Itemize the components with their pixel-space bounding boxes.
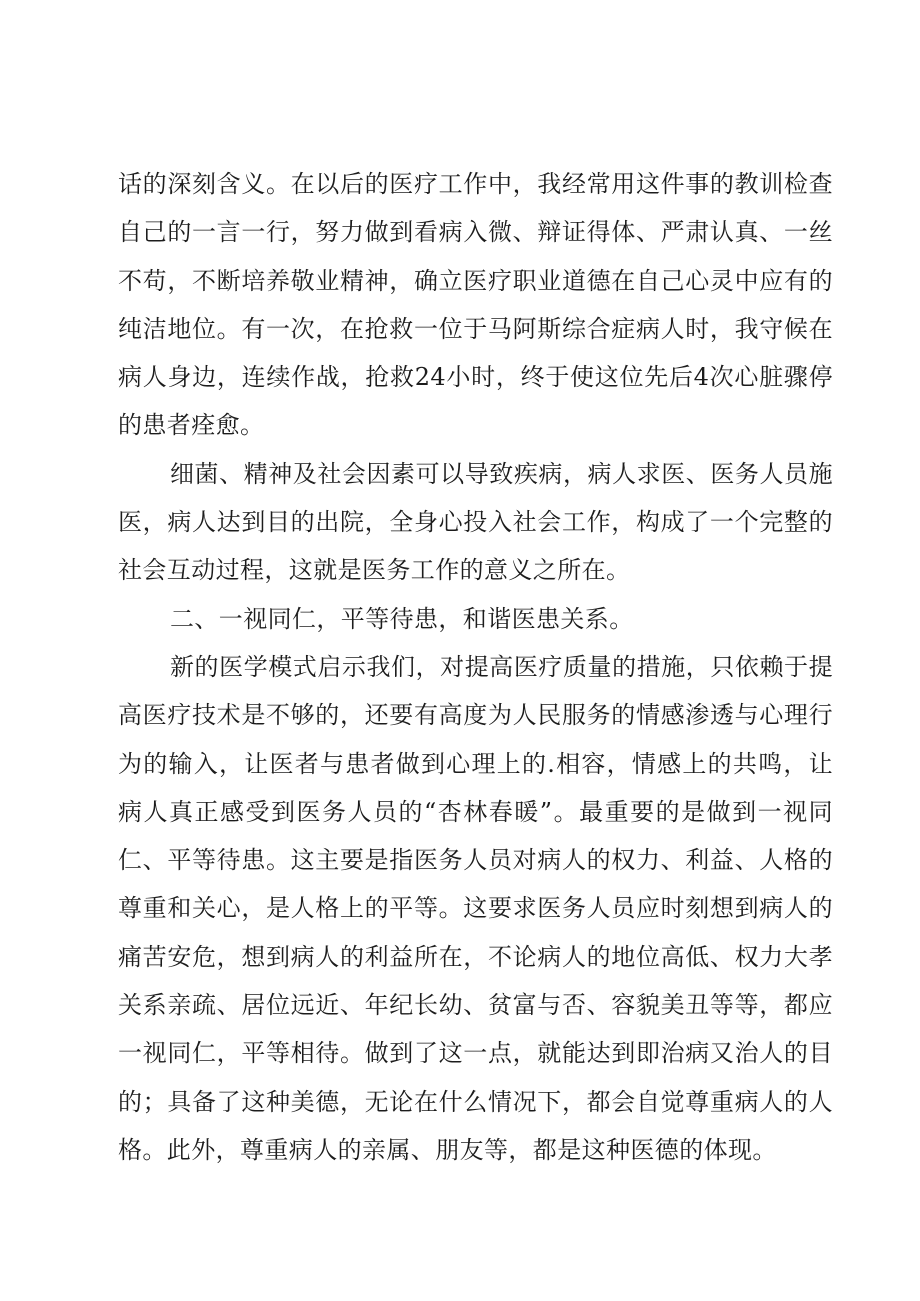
- section-heading-equal-treatment: 二、一视同仁，平等待患，和谐医患关系。: [170, 604, 634, 633]
- document-body: [118, 160, 833, 1174]
- paragraph-medical-model: 新的医学模式启示我们，对提高医疗质量的措施，只依赖于提高医疗技术是不够的，还要有高度为人民服务的情感渗透与心理行为的输入，让医者与患者做到心理上的.相容，情感上的共鸣，让病人真正感受到医务人员的“杏林春暖”。最重要的是做到一视同仁、平等待患。这主要是指医务人员对病人的权力、利益、人格的尊重和关心，是人格上的平等。这要求医务人员应时刻想到病人的痛苦安危，想到病人的利益所在，不论病人的地位高低、权力大孝关系亲疏、居位远近、年纪长幼、贫富与否、容貌美丑等等，都应一视同仁，平等相待。做到了这一点，就能达到即治病又治人的目的；具备了这种美德，无论在什么情况下，都会自觉尊重病人的人格。此外，尊重病人的亲属、朋友等，都是这种医德的体现。: [118, 652, 833, 1164]
- paragraph-continuation: 话的深刻含义。在以后的医疗工作中，我经常用这件事的教训检查自己的一言一行，努力做到看病入微、辩证得体、严肃认真、一丝不苟，不断培养敬业精神，确立医疗职业道德在自己心灵中应有的纯洁地位。有一次，在抢救一位于马阿斯综合症病人时，我守候在病人身边，连续作战，抢救24小时，终于使这位先后4次心脏骤停的患者痊愈。: [118, 170, 833, 440]
- paragraph-meaning-of-medical-work: 细菌、精神及社会因素可以导致疾病，病人求医、医务人员施医，病人达到目的出院，全身心投入社会工作，构成了一个完整的社会互动过程，这就是医务工作的意义之所在。: [118, 459, 833, 585]
